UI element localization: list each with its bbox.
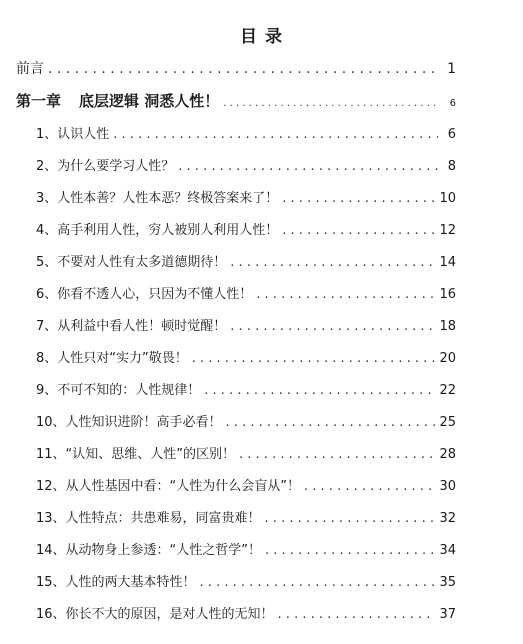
toc-entry-label: 11、“认知、思维、人性”的区别！ [36, 447, 236, 462]
dot-leader [278, 607, 436, 622]
dot-leader [200, 575, 436, 590]
toc-entry-label: 16、你长不大的原因，是对人性的无知！ [36, 607, 274, 622]
dot-leader [192, 351, 436, 366]
chapter-title: 底层逻辑 洞悉人性！ [79, 92, 220, 110]
toc-entry-page: 37 [439, 607, 456, 622]
toc-entry[interactable] [36, 507, 456, 526]
dot-leader [204, 383, 435, 398]
toc-entry-page: 8 [447, 159, 456, 174]
dot-leader [223, 98, 438, 109]
toc-entry-label: 前言 [16, 61, 44, 77]
toc-entry-page: 35 [439, 575, 456, 590]
dot-leader [265, 543, 435, 558]
dot-leader [113, 127, 438, 142]
toc-entry-page: 16 [439, 287, 456, 302]
toc-entry-label: 6、你看不透人心，只因为不懂人性！ [36, 287, 253, 302]
toc-entry-page: 14 [439, 255, 456, 270]
toc-entry[interactable] [36, 603, 456, 622]
toc-entry[interactable] [36, 123, 456, 142]
dot-leader [282, 223, 435, 238]
page-title: 目 录 [240, 27, 283, 47]
dot-leader [239, 447, 435, 462]
toc-entry[interactable] [36, 379, 456, 398]
toc-entry-label: 10、人性知识进阶！高手必看！ [36, 415, 222, 430]
toc-entry-label: 13、人性特点：共患难易，同富贵难！ [36, 511, 261, 526]
toc-entry-page: 30 [439, 479, 456, 494]
toc-entry-chapter-1[interactable] [16, 90, 456, 111]
toc-entry-label: 12、从人性基因中看：“人性为什么会盲从”！ [36, 479, 301, 494]
toc-entry[interactable] [36, 251, 456, 270]
toc-entry-page: 22 [439, 383, 456, 398]
toc-entry-page: 6 [447, 127, 456, 142]
dot-leader [282, 191, 435, 206]
toc-entry[interactable] [36, 283, 456, 302]
toc-entry-page: 6 [449, 98, 456, 109]
toc-entry[interactable] [36, 315, 456, 334]
toc-entry-page: 25 [439, 415, 456, 430]
toc-entry[interactable] [36, 539, 456, 558]
dot-leader [48, 61, 438, 77]
dot-leader [230, 319, 435, 334]
toc-entry-page: 32 [439, 511, 456, 526]
toc-entry-label: 8、人性只对“实力”敬畏！ [36, 351, 188, 366]
toc-entry-page: 34 [439, 543, 456, 558]
toc-entry[interactable] [36, 411, 456, 430]
toc-entry-label: 4、高手利用人性，穷人被别人利用人性！ [36, 223, 279, 238]
toc-entry[interactable] [36, 571, 456, 590]
toc-entry-label: 1、认识人性 [36, 127, 110, 142]
toc-entry-page: 10 [439, 191, 456, 206]
toc-entry-label: 5、不要对人性有太多道德期待！ [36, 255, 227, 270]
chapter-number: 第一章 [16, 92, 62, 110]
dot-leader [226, 415, 436, 430]
toc-entry-label: 15、人性的两大基本特性！ [36, 575, 196, 590]
toc-entry[interactable] [36, 347, 456, 366]
dot-leader [230, 255, 435, 270]
toc-entry[interactable] [36, 475, 456, 494]
dot-leader [178, 159, 438, 174]
dot-leader [304, 479, 435, 494]
toc-entry-label: 7、从利益中看人性！顿时觉醒！ [36, 319, 227, 334]
toc-entry-label: 14、从动物身上参透：“人性之哲学”！ [36, 543, 262, 558]
toc-entry-page: 12 [439, 223, 456, 238]
toc-entry-label: 3、人性本善？人性本恶？终极答案来了！ [36, 191, 279, 206]
toc-entry-label: 9、不可不知的：人性规律！ [36, 383, 201, 398]
toc-entry-page: 20 [439, 351, 456, 366]
toc-entry[interactable] [36, 155, 456, 174]
toc-entry-page: 28 [439, 447, 456, 462]
dot-leader [265, 511, 436, 526]
toc-entry-label: 2、为什么要学习人性？ [36, 159, 175, 174]
toc-entry[interactable] [36, 219, 456, 238]
toc-entry[interactable] [36, 187, 456, 206]
toc-entry-page: 18 [439, 319, 456, 334]
toc-entry-page: 1 [447, 61, 456, 77]
dot-leader [256, 287, 435, 302]
toc-entry-preface[interactable] [16, 58, 456, 78]
toc-entry[interactable] [36, 443, 456, 462]
